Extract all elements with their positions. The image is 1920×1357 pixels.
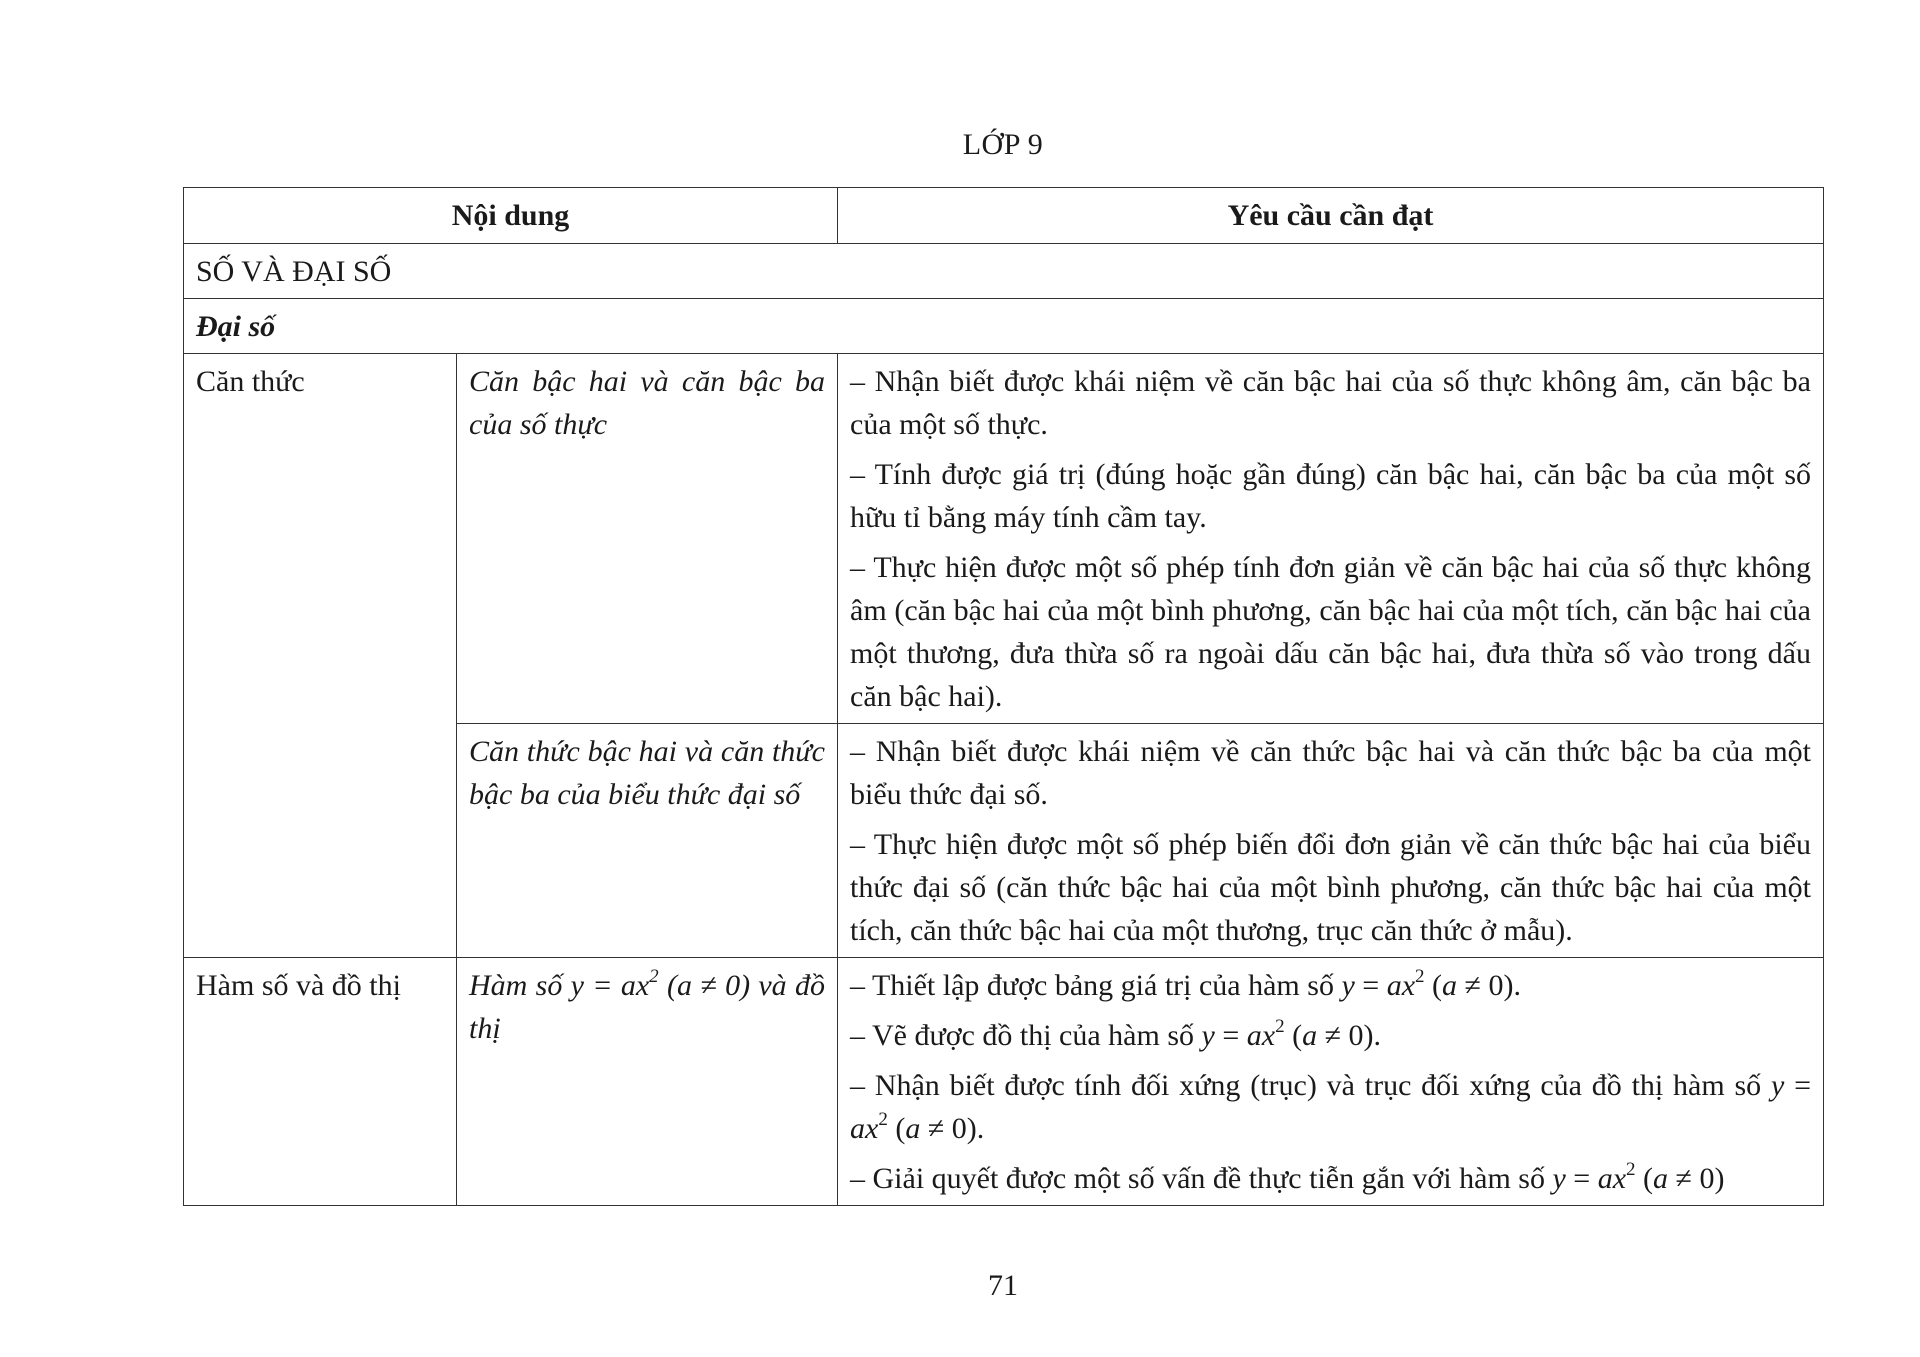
req-text: – Nhận biết được tính đối xứng (trục) và trục đối xứng của đồ thị hàm số xyxy=(850,1069,1771,1102)
math-y: y xyxy=(1341,969,1355,1002)
requirement-item: – Nhận biết được khái niệm về căn bậc hai của số thực không âm, căn bậc ba của một số thực. xyxy=(850,365,1811,441)
requirement-item: – Thực hiện được một số phép biến đổi đơn giản về căn thức bậc hai của biểu thức đại số (căn thức bậc hai của một bình phương, căn thức bậc hai của một tích, căn thức bậc hai của một thương, trục căn thức ở mẫu). xyxy=(850,828,1811,947)
subtopic-name: Căn bậc hai và căn bậc ba của số thực xyxy=(457,354,838,724)
header-content: Nội dung xyxy=(184,188,838,244)
topic-name: Hàm số và đồ thị xyxy=(184,958,457,1206)
math-a: a xyxy=(905,1112,921,1145)
math-cond-open: ( xyxy=(1284,1019,1303,1052)
req-text-end: ≠ 0). xyxy=(1317,1019,1382,1052)
math-eq: = xyxy=(1214,1019,1247,1052)
math-y: y xyxy=(570,969,584,1002)
math-a: a xyxy=(1302,1019,1318,1052)
page-title: LỚP 9 xyxy=(962,128,1044,161)
subtopic-prefix: Hàm số xyxy=(469,969,571,1002)
req-text-end: ≠ 0). xyxy=(1457,969,1521,1002)
math-eq: = xyxy=(583,969,621,1002)
header-requirements: Yêu cầu cần đạt xyxy=(838,188,1824,244)
requirements-cell xyxy=(838,724,1824,958)
requirement-item: – Thực hiện được một số phép tính đơn giản về căn bậc hai của số thực không âm (căn bậc hai của một bình phương, căn bậc hai của một tích, căn bậc hai của một thương, đưa thừa số ra ngoài dấu căn bậc hai, đưa thừa số vào trong dấu căn bậc hai). xyxy=(850,551,1811,713)
math-y: y xyxy=(1552,1162,1566,1195)
math-a: a xyxy=(1442,969,1458,1002)
math-exponent: 2 xyxy=(649,966,659,987)
requirements-cell xyxy=(838,958,1824,1206)
req-text-end: ≠ 0). xyxy=(920,1112,985,1145)
topic-name: Căn thức xyxy=(184,354,457,958)
table-row xyxy=(184,958,1824,1206)
requirement-item xyxy=(850,964,1811,1007)
math-exponent: 2 xyxy=(1275,1016,1285,1037)
math-eq: = xyxy=(1784,1069,1812,1102)
math-ax: ax xyxy=(1597,1162,1627,1195)
req-text: – Thiết lập được bảng giá trị của hàm số xyxy=(850,969,1342,1002)
math-exponent: 2 xyxy=(1415,966,1425,987)
math-cond-open: ( xyxy=(887,1112,906,1145)
math-eq: = xyxy=(1565,1162,1598,1195)
math-cond-open: ( xyxy=(1424,969,1443,1002)
requirement-item xyxy=(850,1014,1811,1057)
subsection-row xyxy=(184,299,1824,354)
requirement-item: – Nhận biết được khái niệm về căn thức bậc hai và căn thức bậc ba của một biểu thức đại số. xyxy=(850,735,1811,811)
requirement-item: – Tính được giá trị (đúng hoặc gần đúng) căn bậc hai, căn bậc ba của một số hữu tỉ bằng máy tính cầm tay. xyxy=(850,458,1811,534)
table-header-row xyxy=(184,188,1824,244)
subtopic-suffix: ≠ 0) và đồ thị xyxy=(469,969,825,1045)
section-title: SỐ VÀ ĐẠI SỐ xyxy=(184,244,1824,299)
requirement-item xyxy=(850,1064,1811,1150)
math-a: a xyxy=(1653,1162,1669,1195)
req-text: – Vẽ được đồ thị của hàm số xyxy=(850,1019,1202,1052)
math-y: y xyxy=(1201,1019,1215,1052)
req-text: – Giải quyết được một số vấn đề thực tiễn gắn với hàm số xyxy=(850,1162,1553,1195)
subsection-title: Đại số xyxy=(184,299,1824,354)
requirement-item xyxy=(850,1157,1811,1200)
math-cond-open: ( xyxy=(658,969,677,1002)
math-a: a xyxy=(676,969,692,1002)
math-ax: ax xyxy=(620,969,650,1002)
math-eq: = xyxy=(1354,969,1387,1002)
subtopic-name xyxy=(457,958,838,1206)
math-y: y xyxy=(1770,1069,1785,1102)
requirements-cell xyxy=(838,354,1824,724)
math-exponent: 2 xyxy=(878,1109,888,1130)
section-row xyxy=(184,244,1824,299)
math-ax: ax xyxy=(1246,1019,1276,1052)
curriculum-table xyxy=(183,187,1824,1206)
math-ax: ax xyxy=(850,1112,879,1145)
req-text-end: ≠ 0) xyxy=(1668,1162,1725,1195)
table-row xyxy=(184,354,1824,724)
subtopic-name: Căn thức bậc hai và căn thức bậc ba của biểu thức đại số xyxy=(457,724,838,958)
math-ax: ax xyxy=(1386,969,1416,1002)
page-number: 71 xyxy=(988,1269,1018,1302)
math-exponent: 2 xyxy=(1626,1159,1636,1180)
math-cond-open: ( xyxy=(1635,1162,1654,1195)
